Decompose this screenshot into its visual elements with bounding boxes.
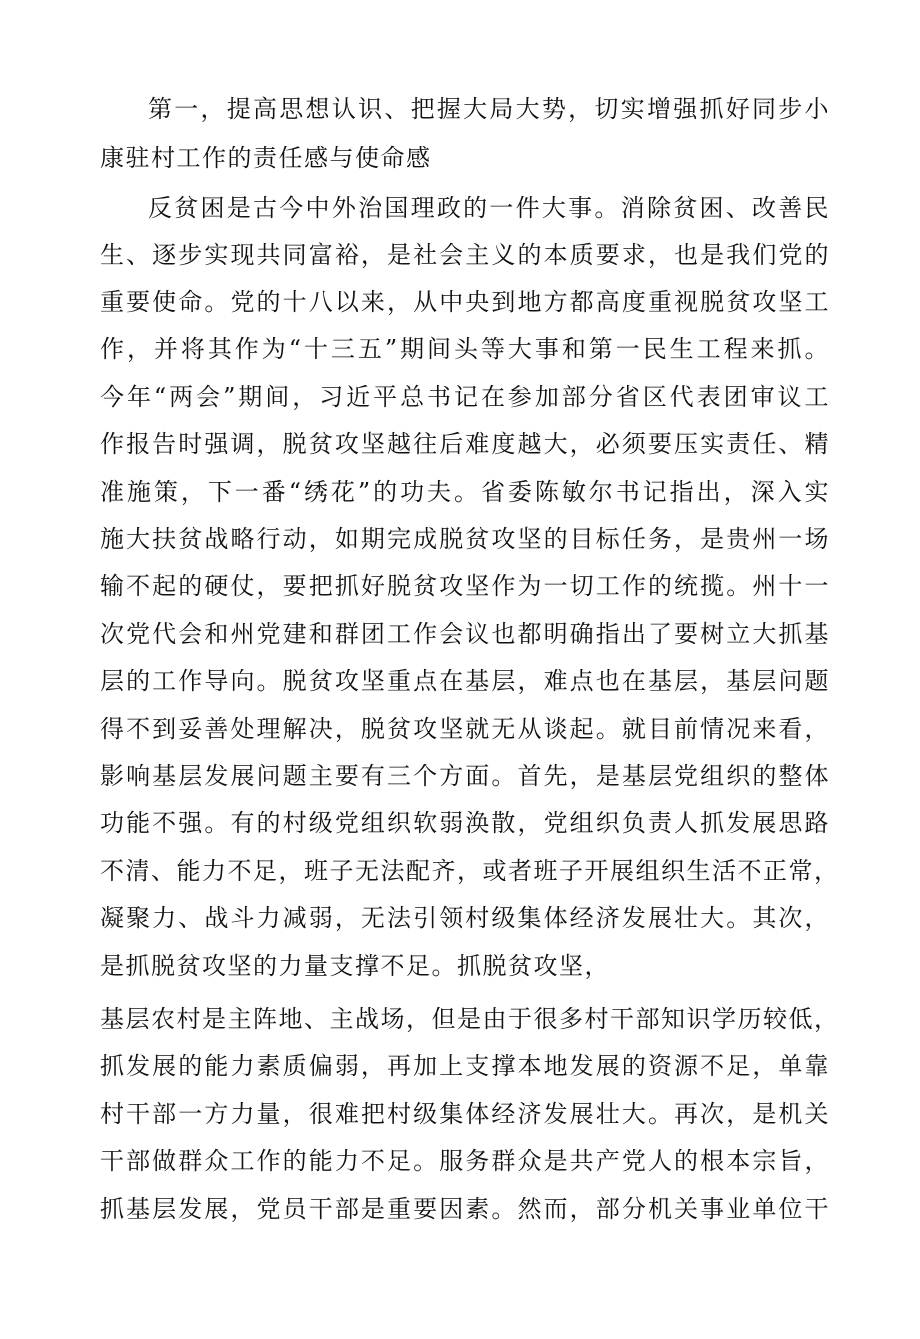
paragraph-1-line: 功能不强。有的村级党组织软弱涣散，党组织负责人抓发展思路 bbox=[100, 809, 830, 837]
section-heading-line-1: 第一，提高思想认识、把握大局大势，切实增强抓好同步小 bbox=[148, 95, 830, 123]
paragraph-1-line: 生、逐步实现共同富裕，是社会主义的本质要求，也是我们党的 bbox=[100, 241, 830, 269]
paragraph-1-line: 作，并将其作为“十三五”期间头等大事和第一民生工程来抓。 bbox=[100, 335, 830, 363]
paragraph-1-line: 今年“两会”期间，习近平总书记在参加部分省区代表团审议工 bbox=[100, 383, 830, 411]
paragraph-1-line: 得不到妥善处理解决，脱贫攻坚就无从谈起。就目前情况来看， bbox=[100, 715, 830, 743]
section-heading-line-2: 康驻村工作的责任感与使命感 bbox=[100, 144, 432, 172]
paragraph-1-line: 不清、能力不足，班子无法配齐，或者班子开展组织生活不正常， bbox=[100, 857, 840, 885]
paragraph-1-line: 层的工作导向。脱贫攻坚重点在基层，难点也在基层，基层问题 bbox=[100, 667, 830, 695]
paragraph-1-line: 施大扶贫战略行动，如期完成脱贫攻坚的目标任务，是贵州一场 bbox=[100, 525, 830, 553]
paragraph-2-line: 基层农村是主阵地、主战场，但是由于很多村干部知识学历较低， bbox=[100, 1005, 840, 1033]
paragraph-1-line: 作报告时强调，脱贫攻坚越往后难度越大，必须要压实责任、精 bbox=[100, 430, 830, 458]
paragraph-2-line: 干部做群众工作的能力不足。服务群众是共产党人的根本宗旨， bbox=[100, 1147, 830, 1175]
paragraph-2-line: 村干部一方力量，很难把村级集体经济发展壮大。再次，是机关 bbox=[100, 1100, 830, 1128]
paragraph-1-line: 输不起的硬仗，要把抓好脱贫攻坚作为一切工作的统揽。州十一 bbox=[100, 572, 830, 600]
paragraph-1-line: 凝聚力、战斗力减弱，无法引领村级集体经济发展壮大。其次， bbox=[100, 904, 830, 932]
paragraph-2-line: 抓发展的能力素质偏弱，再加上支撑本地发展的资源不足，单靠 bbox=[100, 1052, 830, 1080]
paragraph-1-line: 重要使命。党的十八以来，从中央到地方都高度重视脱贫攻坚工 bbox=[100, 288, 830, 316]
paragraph-1-line: 次党代会和州党建和群团工作会议也都明确指出了要树立大抓基 bbox=[100, 620, 830, 648]
paragraph-1-line: 准施策，下一番“绣花”的功夫。省委陈敏尔书记指出，深入实 bbox=[100, 478, 830, 506]
paragraph-1-line: 反贫困是古今中外治国理政的一件大事。消除贫困、改善民 bbox=[148, 194, 830, 222]
paragraph-1-line: 是抓脱贫攻坚的力量支撑不足。抓脱贫攻坚， bbox=[100, 952, 610, 980]
paragraph-2-line: 抓基层发展，党员干部是重要因素。然而，部分机关事业单位干 bbox=[100, 1195, 830, 1223]
paragraph-1-line: 影响基层发展问题主要有三个方面。首先，是基层党组织的整体 bbox=[100, 762, 830, 790]
